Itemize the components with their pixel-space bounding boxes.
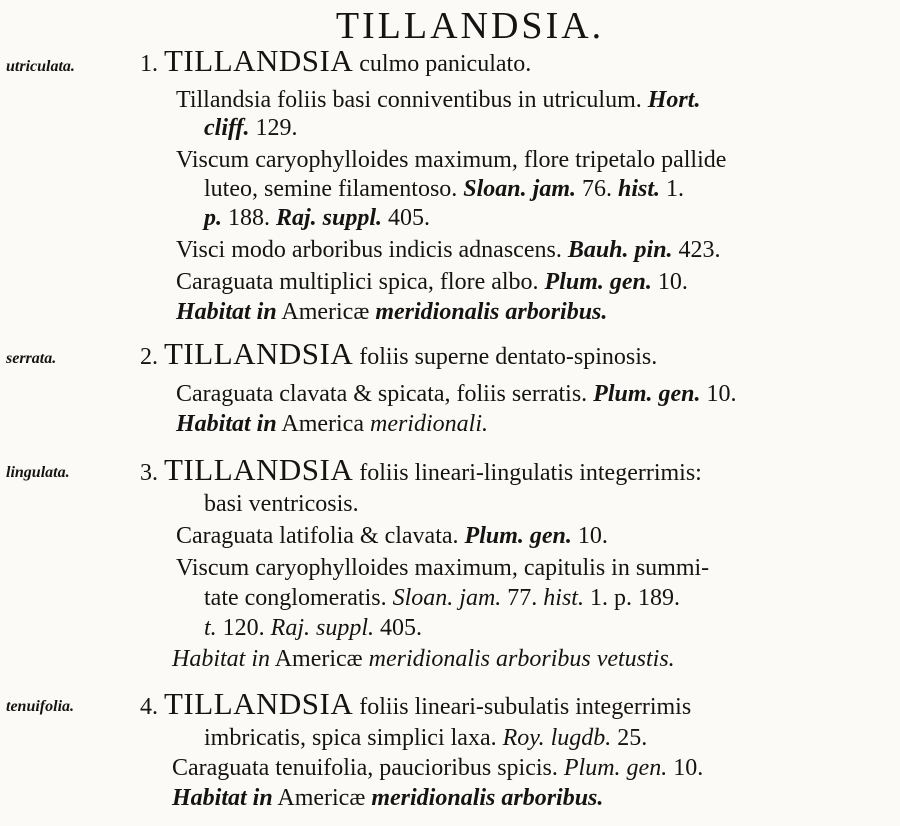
- synonym-line: Caraguata multiplici spica, flore albo. Plum. gen. 10.: [176, 269, 688, 295]
- synonym-line: Caraguata latifolia & clavata. Plum. gen. 10.: [176, 523, 608, 549]
- margin-species-name: utriculata.: [6, 58, 75, 75]
- habitat-line: Habitat in Americæ meridionalis arboribus.: [176, 299, 608, 325]
- synonym-line: cliff. 129.: [204, 115, 298, 141]
- synonym-line: luteo, semine filamentoso. Sloan. jam. 76. hist. 1.: [204, 176, 685, 202]
- habitat-line: Habitat in Americæ meridionalis arboribus.: [172, 785, 604, 811]
- margin-species-name: serrata.: [6, 350, 57, 367]
- synonym-line: Tillandsia foliis basi conniventibus in utriculum. Hort.: [176, 87, 701, 113]
- synonym-line: Viscum caryophylloides maximum, capitulis in summi-: [176, 555, 710, 581]
- synonym-line: Caraguata clavata & spicata, foliis serratis. Plum. gen. 10.: [176, 381, 737, 407]
- entry-lead-line: 1. TILLANDSIA culmo paniculato.: [140, 43, 532, 78]
- synonym-line: p. 188. Raj. suppl. 405.: [204, 205, 431, 231]
- synonym-line: Visci modo arboribus indicis adnascens. Bauh. pin. 423.: [176, 237, 721, 263]
- entry-lead-line: 4. TILLANDSIA foliis lineari-subulatis integerrimis: [140, 686, 692, 721]
- habitat-line: Habitat in Americæ meridionalis arboribus vetustis.: [172, 646, 675, 672]
- page-title: TILLANDSIA.: [335, 5, 605, 47]
- habitat-line: Habitat in America meridionali.: [176, 411, 488, 437]
- synonym-line: tate conglomeratis. Sloan. jam. 77. hist. 1. p. 189.: [204, 585, 680, 611]
- margin-species-name: lingulata.: [6, 464, 70, 481]
- entry-lead-line: 2. TILLANDSIA foliis superne dentato-spinosis.: [140, 336, 658, 371]
- synonym-line: imbricatis, spica simplici laxa. Roy. lugdb. 25.: [204, 725, 648, 751]
- synonym-line: Viscum caryophylloides maximum, flore tripetalo pallide: [176, 147, 727, 173]
- synonym-line: Caraguata tenuifolia, paucioribus spicis. Plum. gen. 10.: [172, 755, 704, 781]
- synonym-line: basi ventricosis.: [204, 491, 359, 517]
- synonym-line: t. 120. Raj. suppl. 405.: [204, 615, 423, 641]
- entry-lead-line: 3. TILLANDSIA foliis lineari-lingulatis integerrimis:: [140, 452, 702, 487]
- margin-species-name: tenuifolia.: [6, 698, 75, 715]
